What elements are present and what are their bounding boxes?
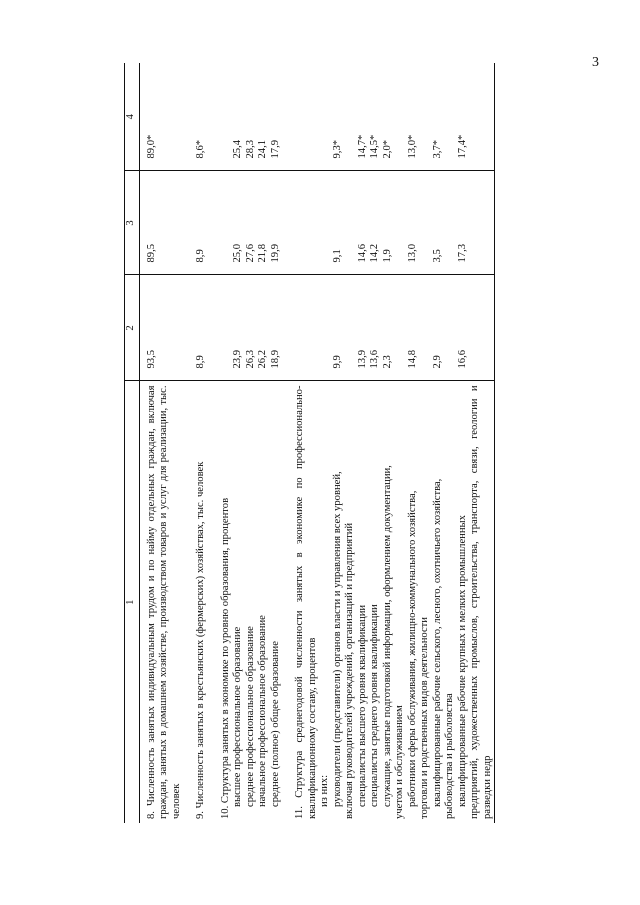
table-row (245, 63, 258, 823)
row-10-item-2-col2: 26,3 (245, 275, 258, 381)
row-11-item-3-col3: 14,2 (369, 171, 382, 275)
row-10-item-3-col3: 21,8 (257, 171, 270, 275)
row-10-item-4-col3: 19,9 (270, 171, 283, 275)
row-11-item-2-col2: 13,9 (357, 275, 370, 381)
row-11-item-1-col4: 9,3* (332, 63, 357, 171)
row-11-item-7-rest: предприятий, художественных промыслов, строительства, транспорта, связи, геологии и разведки недр (469, 385, 493, 819)
table-row (382, 63, 407, 823)
row-10-item-1-col3: 25,0 (232, 171, 245, 275)
row-11-item-6-rest: рыбоводства и рыболовства (444, 693, 455, 819)
row-11-item-5-col3: 13,0 (407, 171, 432, 275)
row-11-item-5-rest: торговли и родственных видов деятельности (419, 617, 430, 819)
row-10-item-1-col2: 23,9 (232, 275, 245, 381)
row-10-item-label (232, 381, 245, 823)
row-11-item-2-col3: 14,6 (357, 171, 370, 275)
row-10-item-2-label: среднее профессиональное образование (244, 626, 256, 807)
column-header-4: 4 (125, 63, 140, 171)
row-10-item-3-col4: 24,1 (257, 63, 270, 171)
row-10-item-2-col3: 27,6 (245, 171, 258, 275)
row-11-item-3-col4: 14,5* (369, 63, 382, 171)
row-9-label: 9. Численность занятых в крестьянских (фермерских) хозяйствах, тыс. человек (195, 461, 206, 819)
table-row (220, 63, 233, 823)
row-9-col3: 8,9 (195, 171, 208, 275)
row-9-col4: 8,6* (195, 63, 208, 171)
row-10-item-4-col2: 18,9 (270, 275, 283, 381)
row-11-item-7-col3: 17,3 (457, 171, 495, 275)
row-11-item-4-col2: 2,3 (382, 275, 407, 381)
column-header-3: 3 (125, 171, 140, 275)
table-row (232, 63, 245, 823)
row-11-item-1-first: руководители (представители) органов власти и управления всех уровней, (331, 471, 343, 807)
row-11-item-3-first: специалисты среднего уровня квалификации (369, 604, 380, 807)
table-row (195, 63, 208, 823)
column-number-row (125, 63, 140, 823)
table-row (146, 63, 184, 823)
row-11-item-3-col2: 13,6 (369, 275, 382, 381)
row-8-col3: 89,5 (146, 171, 184, 275)
row-11-item-5-col2: 14,8 (407, 275, 432, 381)
table-row (332, 63, 357, 823)
row-10-header: 10. Структура занятых в экономике по уровню образования, процентов (219, 497, 231, 819)
row-11-item-4-col3: 1,9 (382, 171, 407, 275)
row-10-item-3-label: начальное профессиональное образование (257, 615, 268, 807)
table-row (270, 63, 283, 823)
row-8-label: 8. Численность занятых индивидуальным трудом и по найму отдельных граждан, включая граждан, занятых в домашнем хозяйстве, производством товаров и услуг для реализации, тыс. человек (145, 385, 182, 819)
row-11-item-7-col4: 17,4* (457, 63, 495, 171)
row-11-item-7-col2: 16,6 (457, 275, 495, 381)
table-row (407, 63, 432, 823)
row-10-item-1-label: высшее профессиональное образование (232, 626, 243, 807)
row-11-header: 11. Структура среднегодовой численности занятых в экономике по профессионально-квалификационному составу, процентов (294, 385, 318, 819)
row-11-item-6-first: квалифицированные рабочие сельского, лесного, охотничьего хозяйства, (431, 478, 443, 807)
row-9-col2: 8,9 (195, 275, 208, 381)
row-11-item-6-col4: 3,7* (432, 63, 457, 171)
row-10-item-3-col2: 26,2 (257, 275, 270, 381)
table-row (432, 63, 457, 823)
statistics-table (124, 63, 495, 823)
row-11-item-1-rest: включая руководителей учреждений, организаций и предприятий (344, 522, 355, 819)
table-row (357, 63, 370, 823)
table-row (257, 63, 270, 823)
row-11-item-6-col3: 3,5 (432, 171, 457, 275)
row-11-item-4-first: служащие, занятые подготовкой информации, оформлением документации, (381, 465, 393, 807)
rotated-table-container (124, 63, 619, 823)
row-11-item-4-col4: 2,0* (382, 63, 407, 171)
row-11-item-2-col4: 14,7* (357, 63, 370, 171)
row-11-item-4-rest: учетом и обслуживанием (394, 705, 405, 819)
row-11-item-2-first: специалисты высшего уровня квалификации (356, 604, 368, 807)
row-10-item-2-col4: 28,3 (245, 63, 258, 171)
row-11-item-1-col2: 9,9 (332, 275, 357, 381)
row-10-item-4-col4: 17,9 (270, 63, 283, 171)
row-11-item-5-col4: 13,0* (407, 63, 432, 171)
row-8-col2: 93,5 (146, 275, 184, 381)
row-11-of-which: из них: (319, 774, 330, 807)
row-8-col4: 89,0* (146, 63, 184, 171)
page-number: 3 (592, 55, 599, 70)
row-11-item-1-col3: 9,1 (332, 171, 357, 275)
row-10-item-4-label: среднее (полное) общее образование (269, 641, 281, 807)
column-header-1: 1 (125, 381, 140, 823)
table-row (369, 63, 382, 823)
column-header-2: 2 (125, 275, 140, 381)
row-11-item-7-first: квалифицированные рабочие крупных и мелких промышленных (456, 515, 468, 807)
table-row (457, 63, 495, 823)
row-11-item-6-col2: 2,9 (432, 275, 457, 381)
row-10-item-1-col4: 25,4 (232, 63, 245, 171)
row-11-item-5-first: работники сферы обслуживания, жилищно-коммунального хозяйства, (406, 490, 418, 807)
table-row (294, 63, 332, 823)
